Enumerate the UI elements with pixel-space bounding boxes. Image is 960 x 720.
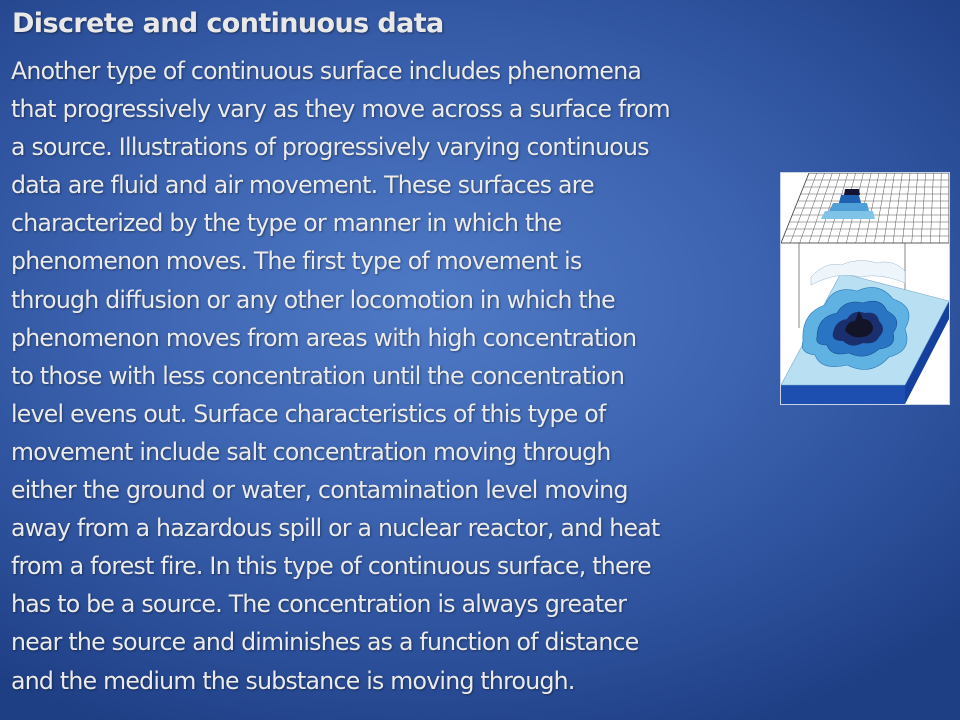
continuous-surface-figure	[780, 172, 950, 405]
body-line: to those with less concentration until the concentration	[11, 361, 625, 390]
body-line: phenomenon moves. The first type of movement is	[11, 247, 582, 276]
body-line: away from a hazardous spill or a nuclear reactor, and heat	[11, 514, 660, 543]
body-line: level evens out. Surface characteristics of this type of	[11, 399, 606, 428]
body-line: movement include salt concentration moving through	[11, 437, 611, 466]
body-line: Another type of continuous surface includes phenomena	[11, 57, 642, 85]
body-line: through diffusion or any other locomotion in which the	[11, 285, 615, 314]
terrain-surface-block	[781, 260, 949, 404]
body-line: that progressively vary as they move across a surface from	[11, 95, 670, 124]
body-line: near the source and diminishes as a function of distance	[11, 628, 639, 657]
body-line: either the ground or water, contamination level moving	[11, 476, 628, 505]
raster-grid-plane	[781, 173, 949, 243]
continuous-surface-diffusion-diagram-icon	[781, 173, 949, 404]
slide-title: Discrete and continuous data	[12, 8, 444, 39]
body-line: a source. Illustrations of progressively varying continuous	[11, 133, 649, 162]
body-line: has to be a source. The concentration is always greater	[11, 590, 627, 619]
body-paragraph	[11, 52, 786, 700]
body-line: phenomenon moves from areas with high concentration	[11, 323, 637, 352]
body-line: and the medium the substance is moving through.	[11, 666, 575, 695]
body-line: characterized by the type or manner in which the	[11, 209, 562, 238]
body-line: data are fluid and air movement. These surfaces are	[11, 171, 594, 200]
body-line: from a forest fire. In this type of continuous surface, there	[11, 552, 651, 581]
